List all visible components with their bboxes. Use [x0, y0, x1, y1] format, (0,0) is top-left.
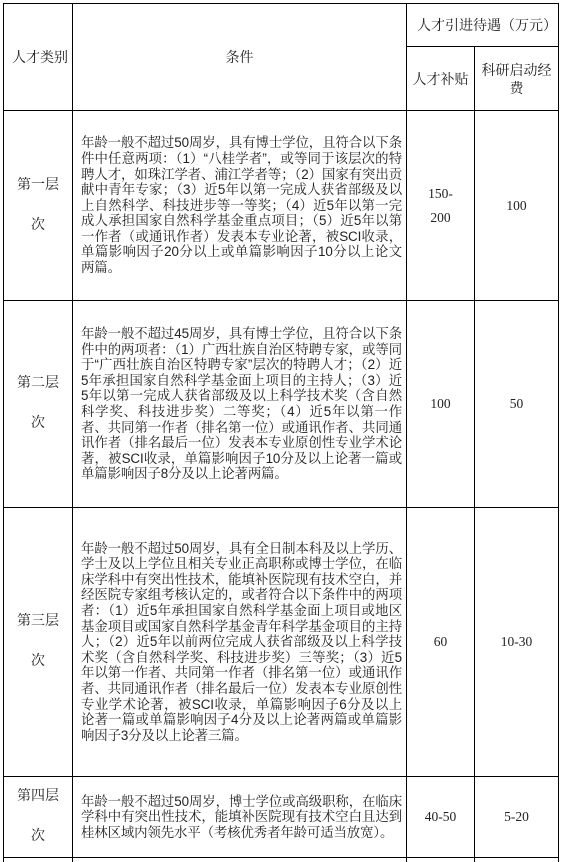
allowance-line: 200 — [407, 206, 474, 230]
condition-cell: 年龄一般不超过50周岁，具有博士学位，且符合以下条件中任意两项：（1）“八桂学者”，或等同于该层次的特聘人才，如珠江学者、浦江学者等；（2）国家有突出贡献中青年专家；（3）近5年以第一完成人获省部级及以上自然科学、科技进步等一等奖；（4）近5年以第一完成人承担国家自然科学基金重点项目；（5）近5年以第一作者（或通讯作者）发表本专业论著，被SCI收录，单篇影响因子20分以上或单篇影响因子10分以上论文两篇。 — [73, 111, 407, 301]
category-line: 次 — [4, 817, 72, 857]
table-row — [4, 777, 559, 858]
category-line: 次 — [4, 642, 72, 682]
condition-cell: 年龄一般不超过50周岁，具有全日制本科及以上学历、学士及以上学位且相关专业正高职称或博士学位，在临床学科中有突出性技术，能填补医院现有技术空白，并经医院专家组考核认定的，或者符合以下条件中的两项者：（1）近5年承担国家自然科学基金面上项目或地区基金项目或国家自然科学基金青年科学基金项目的主持人；（2）近5年以前两位完成人获省部级及以上科学技术奖（含自然科学奖、科技进步奖）三等奖；（3）近5年以第一作者、共同第一作者（排名第一位）或通讯作者、共同通讯作者（排名最后一位）发表本专业原创性专业学术论著，被SCI收录，单篇影响因子6分及以上论著一篇或单篇影响因子4分及以上论著两篇或单篇影响因子3分及以上论著三篇。 — [73, 508, 407, 777]
category-line: 次 — [4, 206, 72, 246]
category-cell — [4, 777, 73, 858]
table-row — [4, 301, 559, 508]
category-cell — [4, 301, 73, 508]
allowance-line: 60 — [407, 630, 474, 654]
table-row — [4, 508, 559, 777]
category-line: 第二层 — [4, 364, 72, 404]
allowance-cell — [407, 508, 475, 777]
condition-header: 条件 — [73, 4, 407, 111]
allowance-cell — [407, 777, 475, 858]
allowance-cell — [407, 111, 475, 301]
category-line: 次 — [4, 404, 72, 444]
category-line: 第三层 — [4, 602, 72, 642]
research-fund-cell: 10-30 — [475, 508, 559, 777]
header-row-top — [4, 4, 559, 47]
allowance-cell — [407, 301, 475, 508]
category-cell — [4, 111, 73, 301]
allowance-line: 100 — [407, 392, 474, 416]
category-cell — [4, 508, 73, 777]
talent-treatment-table — [3, 3, 559, 862]
research-fund-cell: 100 — [475, 111, 559, 301]
category-header: 人才类别 — [4, 4, 73, 111]
research-fund-header: 科研启动经费 — [475, 47, 559, 111]
condition-cell: 年龄一般不超过50周岁，博士学位或高级职称，在临床学科中有突出性技术，能填补医院现有技术空白且达到桂林区域内领先水平（考核优秀者年龄可适当放宽）。 — [73, 777, 407, 858]
treatment-header: 人才引进待遇（万元） — [407, 4, 559, 47]
category-line: 第一层 — [4, 166, 72, 206]
allowance-line: 40-50 — [407, 805, 474, 829]
allowance-header: 人才补贴 — [407, 47, 475, 111]
condition-cell: 年龄一般不超过45周岁，具有博士学位，且符合以下条件中的两项者：（1）广西壮族自治区特聘专家，或等同于“广西壮族自治区特聘专家”层次的特聘人才；（2）近5年承担国家自然科学基金面上项目的主持人；（3）近5年以第一完成人获省部级及以上科学技术奖（含自然科学奖、科技进步奖）二等奖；（4）近5年以第一作者、共同第一作者（排名第一位）或通讯作者、共同通讯作者（排名最后一位）发表本专业原创性专业学术论著，被SCI收录，单篇影响因子10分及以上论著一篇或单篇影响因子8分及以上论著两篇。 — [73, 301, 407, 508]
category-line: 第四层 — [4, 777, 72, 817]
table-row — [4, 111, 559, 301]
research-fund-cell: 5-20 — [475, 777, 559, 858]
research-fund-cell: 50 — [475, 301, 559, 508]
allowance-line: 150- — [407, 182, 474, 206]
